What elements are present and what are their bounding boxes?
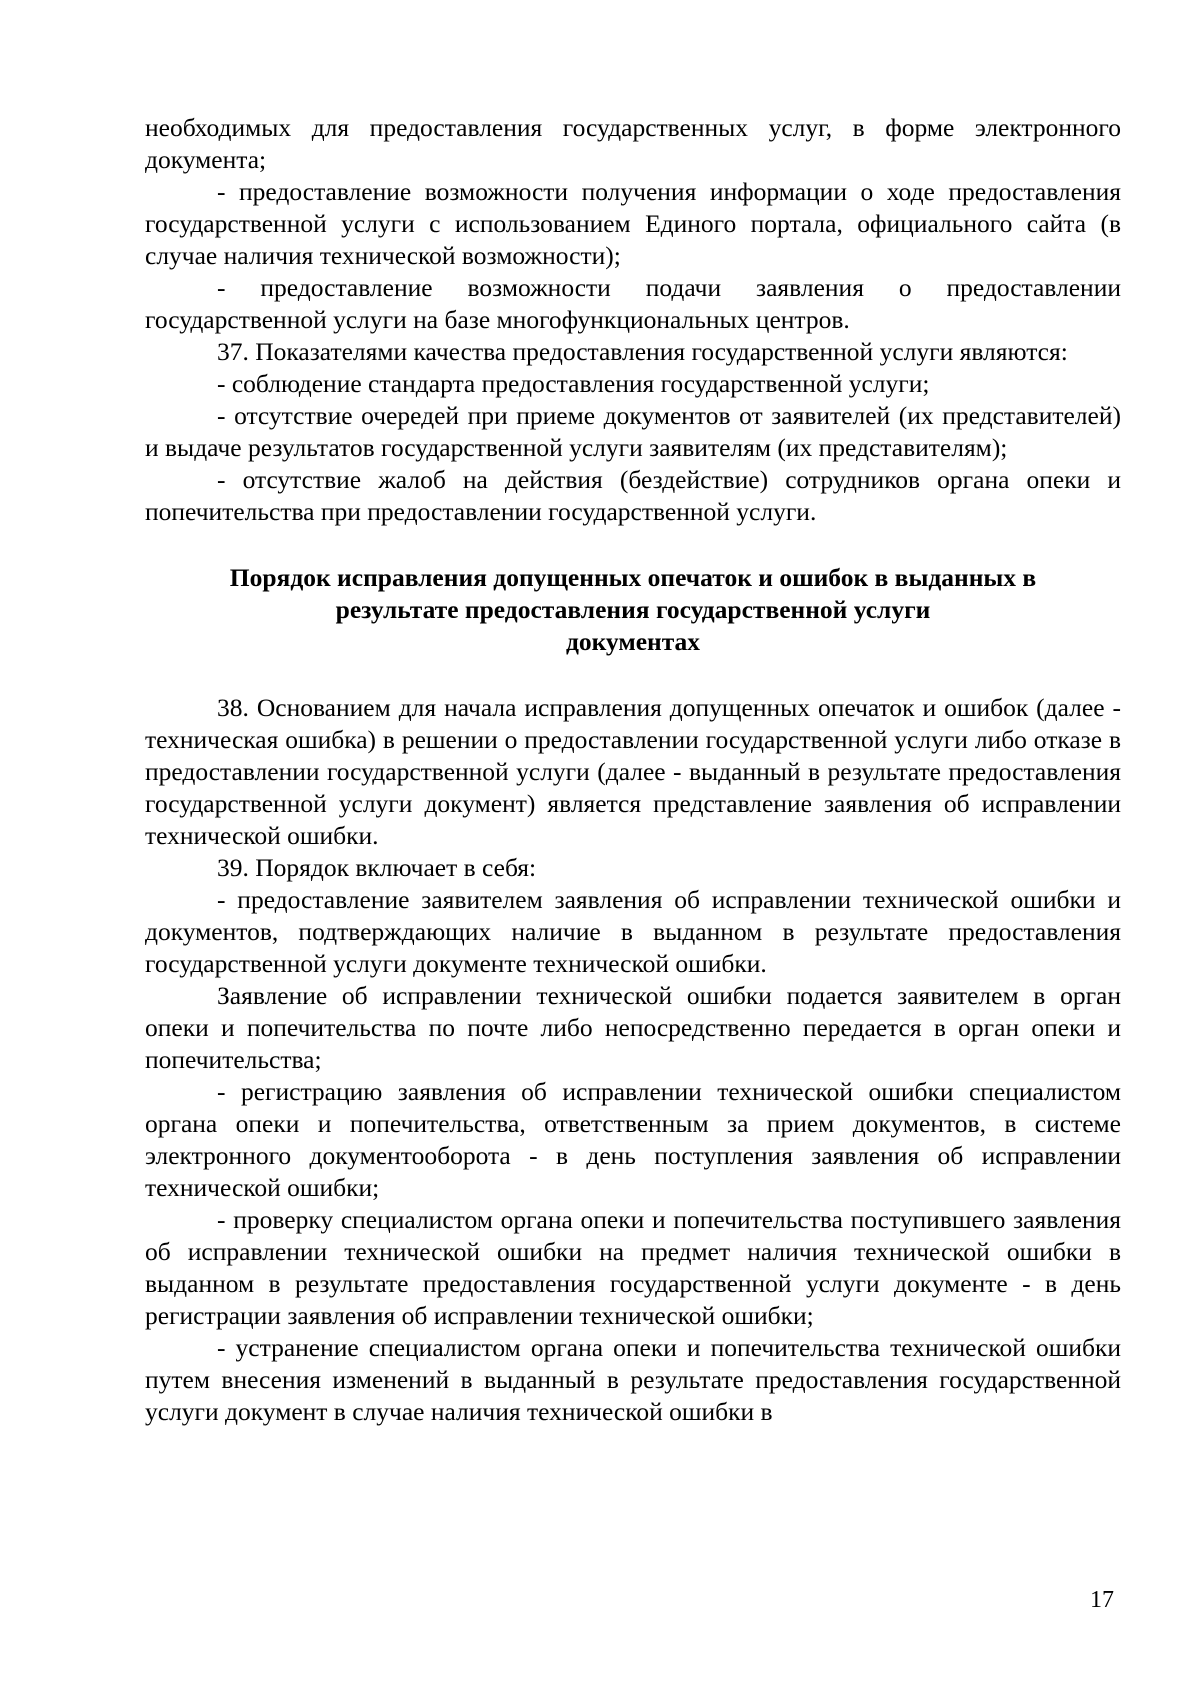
paragraph-list-item: - отсутствие жалоб на действия (бездействие) сотрудников органа опеки и попечительства при предоставлении государственной услуги. (145, 465, 1121, 526)
paragraph-list-item: - отсутствие очередей при приеме документов от заявителей (их представителей) и выдаче результатов государственной услуги заявителям (их представителям); (145, 401, 1121, 462)
paragraph-clause-37: 37. Показателями качества предоставления государственной услуги являются: (217, 337, 1068, 366)
paragraph-list-item: - устранение специалистом органа опеки и попечительства технической ошибки путем внесения изменений в выданный в результате предоставления государственной услуги документ в случае наличия технической ошибки в (145, 1333, 1121, 1426)
section-heading (145, 562, 1121, 658)
paragraph-list-item: - регистрацию заявления об исправлении технической ошибки специалистом органа опеки и попечительства, ответственным за прием документов, в системе электронного документооборота - в день поступления заявления об исправлении технической ошибки; (145, 1077, 1121, 1202)
page-number: 17 (1090, 1587, 1114, 1613)
document-page (145, 112, 1121, 1428)
paragraph-text: Заявление об исправлении технической ошибки подается заявителем в орган опеки и попечительства по почте либо непосредственно передается в орган опеки и попечительства; (145, 981, 1121, 1074)
paragraph-list-item: - предоставление возможности подачи заявления о предоставлении государственной услуги на базе многофункциональных центров. (145, 273, 1121, 334)
paragraph-clause-38: 38. Основанием для начала исправления допущенных опечаток и ошибок (далее - техническая ошибка) в решении о предоставлении государственной услуги либо отказе в предоставлении государственной услуги (далее - выданный в результате предоставления государственной услуги документ) является представление заявления об исправлении технической ошибки. (145, 693, 1121, 850)
section-heading-line: результате предоставления государственной услуги (335, 595, 931, 624)
section-heading-line: документах (565, 627, 701, 656)
paragraph-list-item: - предоставление заявителем заявления об исправлении технической ошибки и документов, подтверждающих наличие в выданном в результате предоставления государственной услуги документе технической ошибки. (145, 885, 1121, 978)
paragraph-list-item: - предоставление возможности получения информации о ходе предоставления государственной услуги с использованием Единого портала, официального сайта (в случае наличия технической возможности); (145, 177, 1121, 270)
paragraph-list-item: - соблюдение стандарта предоставления государственной услуги; (217, 369, 930, 398)
paragraph-clause-39: 39. Порядок включает в себя: (217, 853, 537, 882)
paragraph-list-item: - проверку специалистом органа опеки и попечительства поступившего заявления об исправлении технической ошибки на предмет наличия технической ошибки в выданном в результате предоставления государственной услуги документе - в день регистрации заявления об исправлении технической ошибки; (145, 1205, 1121, 1330)
paragraph-continuation: необходимых для предоставления государственных услуг, в форме электронного документа; (145, 113, 1121, 174)
section-heading-line: Порядок исправления допущенных опечаток и ошибок в выданных в (229, 563, 1037, 592)
